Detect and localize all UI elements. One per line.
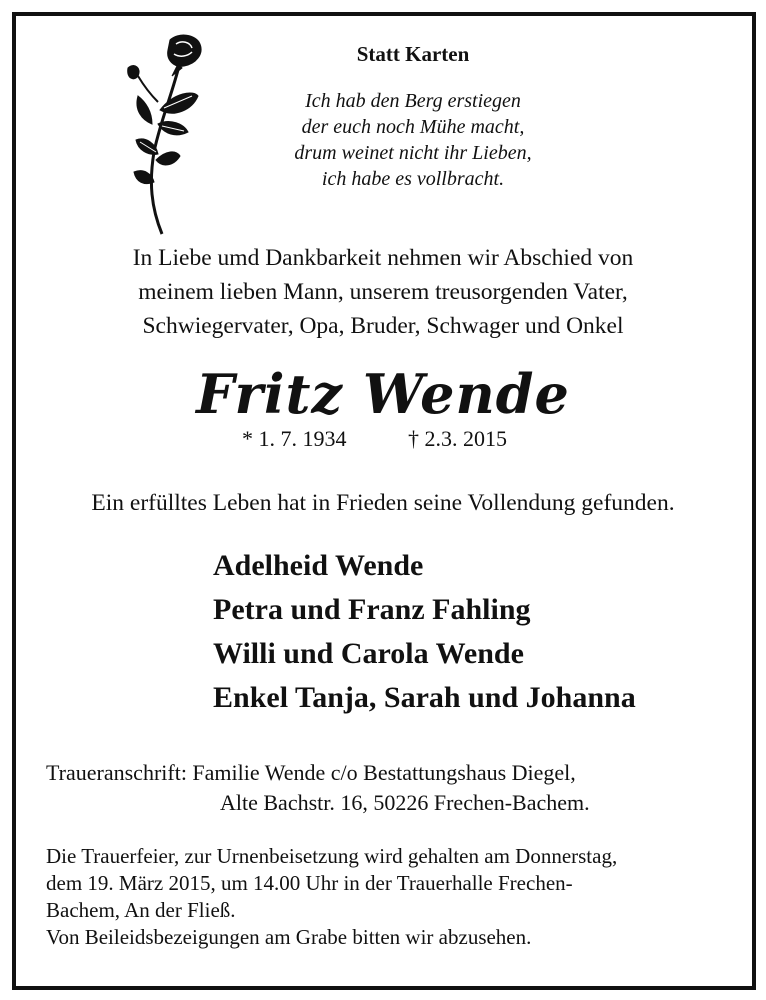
poem-line: der euch noch Mühe macht, <box>301 116 525 138</box>
poem-line: ich habe es vollbracht. <box>321 168 505 190</box>
poem <box>0 88 766 192</box>
poem-line: Ich hab den Berg erstiegen <box>305 90 521 112</box>
notice-line: Die Trauerfeier, zur Urnenbeisetzung wird gehalten am Donnerstag, <box>46 844 618 868</box>
deceased-name: Fritz Wende <box>196 362 570 426</box>
intro-line: In Liebe umd Dankbarkeit nehmen wir Abschied von <box>132 245 634 271</box>
notice-line: dem 19. März 2015, um 14.00 Uhr in der Trauerhalle Frechen- <box>46 871 573 895</box>
family-member: Petra und Franz Fahling <box>213 593 531 626</box>
family-list <box>213 544 636 720</box>
intro-line: Schwiegervater, Opa, Bruder, Schwager und Onkel <box>142 313 624 339</box>
heading: Statt Karten <box>356 42 470 66</box>
life-statement: Ein erfülltes Leben hat in Frieden seine Vollendung gefunden. <box>91 490 675 516</box>
poem-line: drum weinet nicht ihr Lieben, <box>294 142 532 164</box>
intro-line: meinem lieben Mann, unserem treusorgenden Vater, <box>138 279 628 305</box>
mourning-address <box>46 758 590 818</box>
funeral-notice <box>46 843 617 951</box>
notice-line: Von Beileidsbezeigungen am Grabe bitten wir abzusehen. <box>46 925 532 949</box>
birth-date: * 1. 7. 1934 <box>242 426 347 451</box>
address-line-2: Alte Bachstr. 16, 50226 Frechen-Bachem. <box>220 790 590 815</box>
family-member: Willi und Carola Wende <box>213 637 524 670</box>
death-date: † 2.3. 2015 <box>408 426 507 451</box>
family-member: Enkel Tanja, Sarah und Johanna <box>213 681 636 714</box>
address-line-1: Traueranschrift: Familie Wende c/o Bestattungshaus Diegel, <box>46 760 576 785</box>
notice-line: Bachem, An der Fließ. <box>46 898 236 922</box>
family-member: Adelheid Wende <box>213 549 424 582</box>
intro-text <box>0 241 766 343</box>
